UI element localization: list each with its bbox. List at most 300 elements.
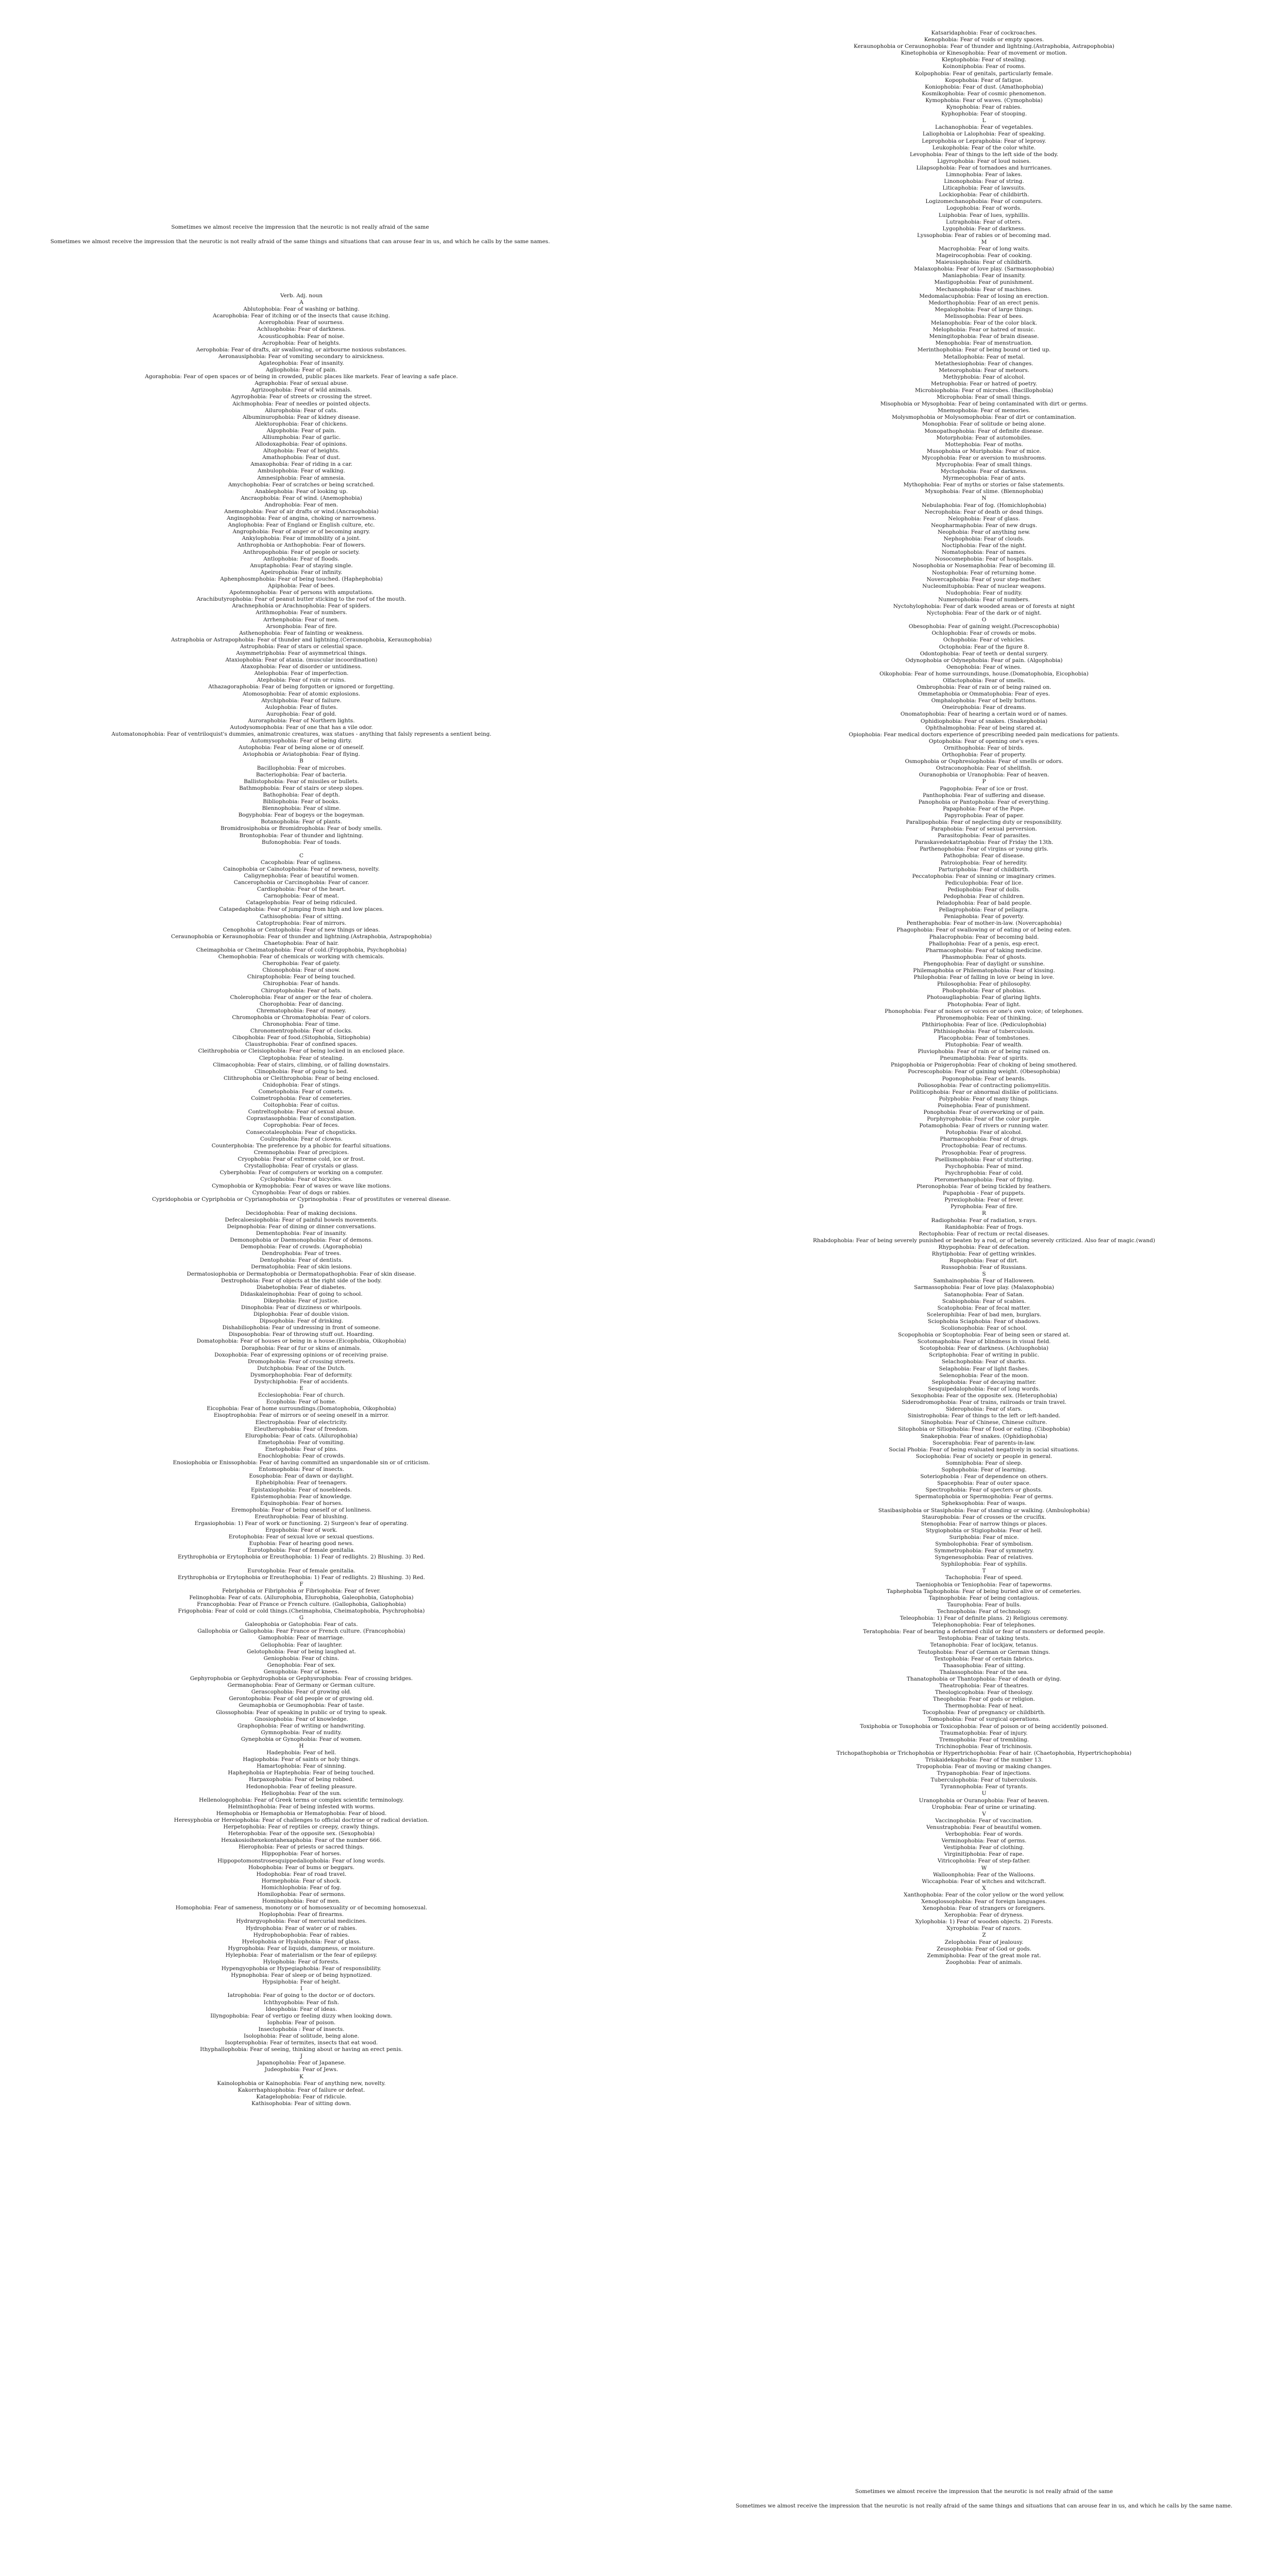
phobia-entry: Ophthalmophobia: Fear of being stared at. (925, 724, 1043, 731)
phobia-entry: Thermophobia: Fear of heat. (944, 1703, 1024, 1709)
phobia-entry: Textophobia: Fear of certain fabrics. (934, 1655, 1034, 1662)
phobia-entry: Eosophobia: Fear of dawn or daylight. (249, 1473, 354, 1480)
phobia-entry: Anthrophobia or Anthophobia: Fear of flowers. (237, 542, 366, 549)
phobia-entry: Dentophobia: Fear of dentists. (260, 1257, 343, 1264)
phobia-entry: Carnophobia: Fear of meat. (263, 893, 340, 900)
phobia-entry: Lachanophobia: Fear of vegetables. (935, 124, 1033, 131)
phobia-entry: Haphephobia or Haptephobia: Fear of being touched. (228, 1770, 375, 1776)
phobia-entry: Scolionophobia: Fear of school. (941, 1325, 1027, 1331)
phobia-entry: Bibliophobia: Fear of books. (263, 799, 340, 805)
phobia-entry: Somniphobia: Fear of sleep. (945, 1460, 1023, 1466)
phobia-entry: Aviophobia or Aviatophobia: Fear of flying. (243, 751, 360, 758)
phobia-entry: Phobophobia: Fear of phobias. (942, 988, 1026, 994)
phobia-entry: Rhytiphobia: Fear of getting wrinkles. (931, 1250, 1037, 1257)
phobia-entry: Acrophobia: Fear of heights. (262, 340, 341, 346)
phobia-entry: Microbiophobia: Fear of microbes. (Bacillophobia) (915, 387, 1053, 394)
section-letter: D (299, 1203, 304, 1210)
phobia-entry: Bacillophobia: Fear of microbes. (257, 765, 346, 771)
phobia-entry: Pellagrophobia: Fear of pellagra. (939, 907, 1029, 913)
phobia-entry: Acarophobia: Fear of itching or of the insects that cause itching. (213, 313, 390, 319)
phobia-entry: Chronomentrophobia: Fear of clocks. (250, 1028, 353, 1035)
phobia-entry: Aurophobia: Fear of gold. (266, 710, 337, 717)
phobia-entry: Coitophobia: Fear of coitus. (263, 1102, 340, 1109)
phobia-entry: Myrmecophobia: Fear of ants. (942, 475, 1026, 482)
phobia-entry: Hydrophobophobia: Fear of rabies. (253, 1931, 350, 1938)
phobia-entry: Proctophobia: Fear of rectums. (941, 1143, 1027, 1149)
phobia-entry: Tachophobia: Fear of speed. (945, 1574, 1023, 1581)
phobia-entry: Peniaphobia: Fear of poverty. (944, 913, 1024, 920)
phobia-entry: Chaetophobia: Fear of hair. (264, 940, 339, 946)
phobia-entry: Consecotaleophobia: Fear of chopsticks. (246, 1129, 357, 1136)
phobia-entry: Cypridophobia or Cypriphobia or Cyprianophobia or Cyprinophobia : Fear of prostitutes or venereal disease. (152, 1196, 451, 1203)
phobia-entry: Octophobia: Fear of the figure 8. (939, 643, 1029, 650)
phobia-entry: Selenophobia: Fear of the moon. (939, 1372, 1029, 1379)
phobia-entry: Sexophobia: Fear of the opposite sex. (Heterophobia) (910, 1392, 1058, 1399)
phobia-entry: Rhypophobia: Fear of defecation. (938, 1244, 1030, 1250)
phobia-entry: Snakephobia: Fear of snakes. (Ophidiophobia) (920, 1433, 1048, 1439)
phobia-entry: Astraphobia or Astrapophobia: Fear of thunder and lightning.(Ceraunophobia, Keraunophobia) (171, 636, 432, 643)
phobia-entry: Odontophobia: Fear of teeth or dental surgery. (920, 650, 1048, 657)
phobia-entry: Ophidiophobia: Fear of snakes. (Snakephobia) (920, 718, 1048, 724)
phobia-entry: Eurotophobia: Fear of female genitalia. (247, 1567, 355, 1574)
phobia-entry: Pupaphobia - Fear of puppets. (942, 1190, 1026, 1197)
phobia-entry: Glossophobia: Fear of speaking in public or of trying to speak. (216, 1709, 387, 1716)
phobia-entry: Ochophobia: Fear of vehicles. (943, 637, 1025, 643)
phobia-entry: Nomatophobia: Fear of names. (941, 549, 1027, 556)
phobia-entry: Defecaloesiophobia: Fear of painful bowels movements. (225, 1216, 378, 1223)
phobia-entry: Poinephobia: Fear of punishment. (938, 1102, 1030, 1109)
phobia-entry: Oenophobia: Fear of wines. (946, 664, 1022, 670)
phobia-entry: Symbolophobia: Fear of symbolism. (935, 1541, 1033, 1547)
phobia-entry: Kymophobia: Fear of waves. (Cymophobia) (925, 97, 1043, 104)
phobia-entry: Gerascophobia: Fear of growing old. (251, 1689, 352, 1696)
phobia-entry: Enosiophobia or Enissophobia: Fear of having committed an unpardonable sin or of criticism. (173, 1460, 430, 1466)
phobia-entry: Myctophobia: Fear of darkness. (940, 468, 1028, 475)
phobia-entry: Hylephobia: Fear of materialism or the fear of epilepsy. (225, 1952, 378, 1958)
phobia-entry: Virginitiphobia: Fear of rape. (944, 1851, 1024, 1858)
phobia-entry: Athazagoraphobia: Fear of being forgotten or ignored or forgetting. (208, 684, 395, 690)
phobia-entry: Melanophobia: Fear of the color black. (930, 320, 1038, 327)
phobia-entry: Eurotophobia: Fear of female genitalia. (247, 1547, 355, 1554)
phobia-entry: Logizomechanophobia: Fear of computers. (925, 198, 1043, 205)
section-letter: I (300, 1986, 303, 1992)
phobia-entry: Isolophobia: Fear of solitude, being alone. (243, 2033, 360, 2039)
phobia-entry: Metallophobia: Fear of metal. (943, 353, 1025, 360)
phobia-entry: Ephebiphobia: Fear of teenagers. (256, 1480, 347, 1486)
phobia-entry: Thanatophobia or Thantophobia: Fear of death or dying. (906, 1675, 1062, 1682)
phobia-entry: Melophobia: Fear or hatred of music. (933, 327, 1036, 333)
phobia-entry: Albuminurophobia: Fear of kidney disease. (242, 414, 361, 420)
phobia-entry: Psychrophobia: Fear of cold. (945, 1170, 1023, 1176)
phobia-entry: Potophobia: Fear of alcohol. (945, 1129, 1023, 1136)
phobia-entry: Hierophobia: Fear of priests or sacred things. (239, 1844, 364, 1851)
phobia-entry: Acousticophobia: Fear of noise. (258, 333, 345, 340)
phobia-entry: Claustrophobia: Fear of confined spaces. (245, 1041, 358, 1048)
section-letter: L (982, 117, 986, 124)
intro-block (0, 224, 600, 253)
phobia-entry: Malaxophobia: Fear of love play. (Sarmassophobia) (914, 266, 1054, 273)
phobia-entry: Monophobia: Fear of solitude or being alone. (922, 421, 1046, 428)
section-letter: E (299, 1385, 303, 1392)
phobia-entry: Philophobia: Fear of falling in love or being in love. (913, 974, 1055, 981)
phobia-entry: Megalophobia: Fear of large things. (935, 306, 1033, 313)
phobia-entry: Anemophobia: Fear of air drafts or wind.(Ancraophobia) (224, 509, 379, 515)
phobia-entry: Pyrexiophobia: Fear of fever. (944, 1197, 1024, 1204)
phobia-entry: Testophobia: Fear of taking tests. (938, 1635, 1030, 1642)
phobia-entry: Maieusiophobia: Fear of childbirth. (935, 259, 1033, 266)
phobia-entry: Phagophobia: Fear of swallowing or of eating or of being eaten. (896, 927, 1072, 934)
phobia-entry: Climacophobia: Fear of stairs, climbing, or of falling downstairs. (213, 1061, 390, 1068)
phobia-entry: Sarmassophobia: Fear of love play. (Malaxophobia) (914, 1284, 1054, 1291)
phobia-entry: Menophobia: Fear of menstruation. (935, 340, 1033, 347)
phobia-entry: Crystallophobia: Fear of crystals or glass. (244, 1163, 359, 1169)
phobia-entry: Mechanophobia: Fear of machines. (936, 286, 1032, 293)
phobia-entry: Agyrophobia: Fear of streets or crossing the street. (231, 394, 372, 400)
phobia-list-left (57, 293, 546, 2107)
phobia-entry: Tocophobia: Fear of pregnancy or childbirth. (922, 1709, 1046, 1716)
phobia-entry: Novercaphobia: Fear of your step-mother. (926, 576, 1042, 583)
phobia-entry: Myxophobia: Fear of slime. (Blennophobia) (925, 488, 1043, 495)
phobia-entry: Tapinophobia: Fear of being contagious. (928, 1595, 1040, 1601)
phobia-entry: Osmophobia or Osphresiophobia: Fear of smells or odors. (905, 758, 1063, 765)
phobia-entry: Scelerophibia: Fear of bad men, burglars. (926, 1311, 1042, 1318)
phobia-entry: Katsaridaphobia: Fear of cockroaches. (931, 30, 1037, 36)
phobia-entry: Psychophobia: Fear of mind. (945, 1163, 1023, 1170)
phobia-entry: Levophobia: Fear of things to the left side of the body. (909, 151, 1059, 158)
phobia-entry: Catapedaphobia: Fear of jumping from high and low places. (219, 906, 384, 913)
phobia-entry: Coprastasophobia: Fear of constipation. (246, 1115, 357, 1122)
phobia-entry: Telephonophobia: Fear of telephones. (932, 1622, 1036, 1629)
phobia-entry: Cainophobia or Cainotophobia: Fear of newness, novelty. (223, 866, 380, 872)
phobia-entry: Mottephobia: Fear of moths. (945, 441, 1023, 448)
phobia-entry: Coulrophobia: Fear of clowns. (260, 1136, 343, 1142)
phobia-entry: Triskaidekaphobia: Fear of the number 13. (925, 1757, 1043, 1763)
phobia-entry: Atephobia: Fear of ruin or ruins. (257, 677, 346, 684)
phobia-entry: Hygrophobia: Fear of liquids, dampness, or moisture. (228, 1945, 375, 1952)
phobia-entry: Cryophobia: Fear of extreme cold, ice or frost. (238, 1156, 365, 1162)
phobia-entry: Dystychiphobia: Fear of accidents. (253, 1379, 349, 1385)
phobia-entry: Cometophobia: Fear of comets. (258, 1088, 345, 1095)
phobia-entry: Frigophobia: Fear of cold or cold things.(Cheimaphobia, Cheimatophobia, Psychrophobia) (178, 1608, 425, 1615)
phobia-entry: Pyrophobia: Fear of fire. (950, 1204, 1018, 1210)
phobia-entry: Altophobia: Fear of heights. (263, 448, 340, 454)
phobia-entry: Venustraphobia: Fear of beautiful women. (926, 1824, 1042, 1831)
phobia-entry: Suriphobia: Fear of mice. (949, 1534, 1019, 1540)
phobia-entry: Peccatophobia: Fear of sinning or imaginary crimes. (912, 873, 1056, 879)
phobia-entry: Hydrargyophobia: Fear of mercurial medicines. (236, 1918, 367, 1925)
phobia-entry: Taurophobia: Fear of bulls. (947, 1601, 1021, 1608)
phobia-entry: Gynephobia or Gynophobia: Fear of women. (241, 1736, 362, 1742)
phobia-entry: Tyrannophobia: Fear of tyrants. (940, 1784, 1028, 1790)
phobia-entry: Ecophobia: Fear of home. (266, 1399, 337, 1405)
phobia-entry: Geumaphobia or Geumophobia: Fear of taste. (239, 1702, 364, 1709)
phobia-entry: Ceraunophobia or Keraunophobia: Fear of thunder and lightning.(Astraphobia, Astrapophobia) (171, 933, 432, 940)
phobia-entry: Phengophobia: Fear of daylight or sunshine. (923, 960, 1045, 967)
phobia-entry: Arithmophobia: Fear of numbers. (256, 609, 347, 616)
phobia-entry: Theophobia: Fear of gods or religion. (933, 1696, 1036, 1703)
phobia-entry: Vestiphobia: Fear of clothing. (943, 1844, 1025, 1851)
phobia-entry: Hodophobia: Fear of road travel. (256, 1871, 347, 1877)
phobia-entry: Misophobia or Mysophobia: Fear of being contaminated with dirt or germs. (880, 401, 1088, 408)
phobia-entry: Kakorrhaphiophobia: Fear of failure or defeat. (238, 2087, 365, 2093)
phobia-entry: Verbophobia: Fear of words. (945, 1831, 1023, 1838)
phobia-entry: Pathophobia: Fear of disease. (943, 853, 1025, 859)
phobia-entry: Optophobia: Fear of opening one's eyes. (928, 738, 1040, 744)
section-letter: J (300, 2053, 303, 2060)
phobia-entry: Soteriophobia : Fear of dependence on others. (920, 1473, 1048, 1480)
phobia-entry: Cacophobia: Fear of ugliness. (261, 859, 342, 866)
phobia-entry: Japanophobia: Fear of Japanese. (257, 2060, 346, 2066)
phobia-entry: Russophobia: Fear of Russians. (941, 1264, 1027, 1271)
phobia-entry: Helminthophobia: Fear of being infested with worms. (228, 1803, 375, 1810)
phobia-entry: Phalacrophobia: Fear of becoming bald. (929, 934, 1039, 940)
phobia-entry: Dermatosiophobia or Dermatophobia or Dermatopathophobia: Fear of skin disease. (187, 1270, 416, 1277)
phobia-entry: Soceraphobia: Fear of parents-in-law. (933, 1439, 1036, 1446)
phobia-entry: Hamartophobia: Fear of sinning. (257, 1763, 346, 1770)
phobia-entry: Dipsophobia: Fear of drinking. (259, 1318, 344, 1325)
phobia-entry: Linonophobia: Fear of string. (944, 178, 1024, 185)
phobia-entry: Aeronausiphobia: Fear of vomiting secondary to airsickness. (218, 353, 385, 360)
phobia-entry: Macrophobia: Fear of long waits. (938, 246, 1030, 252)
phobia-entry: Diabetophobia: Fear of diabetes. (256, 1284, 347, 1291)
phobia-entry: Equinophobia: Fear of horses. (260, 1500, 343, 1506)
phobia-entry: Tremophobia: Fear of trembling. (939, 1736, 1029, 1743)
phobia-entry: Katagelophobia: Fear of ridicule. (256, 2093, 347, 2100)
phobia-entry: Orthophobia: Fear of property. (942, 752, 1026, 758)
phobia-entry: Chiroptophobia: Fear of bats. (261, 987, 342, 994)
phobia-entry: Ergasiophobia: 1) Fear of work or functioning. 2) Surgeon's fear of operating. (194, 1520, 409, 1527)
phobia-entry: Agoraphobia: Fear of open spaces or of being in crowded, public places like markets. Fear of leaving a safe place. (145, 374, 458, 380)
phobia-entry: Harpaxophobia: Fear of being robbed. (249, 1776, 354, 1783)
phobia-entry: Erythrophobia or Erytophobia or Ereuthophobia: 1) Fear of redlights. 2) Blushing. 3) Red. (178, 1574, 425, 1581)
phobia-entry: Sesquipedalophobia: Fear of long words. (928, 1385, 1040, 1392)
phobia-entry: Siderodromophobia: Fear of trains, railroads or train travel. (902, 1399, 1066, 1406)
phobia-entry: Social Phobia: Fear of being evaluated negatively in social situations. (889, 1446, 1079, 1453)
phobia-entry: Poliosophobia: Fear of contracting poliomyelitis. (918, 1082, 1050, 1089)
spacer (57, 1561, 546, 1568)
phobia-entry: Pediculophobia: Fear of lice. (945, 879, 1023, 886)
phobia-entry: Kathisophobia: Fear of sitting down. (251, 2100, 351, 2107)
phobia-entry: Oneirophobia: Fear of dreams. (942, 704, 1026, 711)
phobia-entry: Decidophobia: Fear of making decisions. (245, 1210, 358, 1216)
phobia-entry: Pharmacophobia: Fear of taking medicine. (925, 947, 1043, 954)
phobia-entry: Pteronophobia: Fear of being tickled by feathers. (917, 1183, 1052, 1190)
section-letter: C (299, 852, 304, 859)
phobia-entry: Siderophobia: Fear of stars. (945, 1406, 1023, 1413)
phobia-entry: Cynophobia: Fear of dogs or rabies. (252, 1190, 351, 1196)
phobia-entry: Porphyrophobia: Fear of the color purple. (927, 1116, 1041, 1123)
phobia-entry: Technophobia: Fear of technology. (937, 1608, 1031, 1615)
phobia-entry: Molysmophobia or Molysomophobia: Fear of dirt or contamination. (892, 414, 1076, 421)
phobia-entry: Amychophobia: Fear of scratches or being scratched. (228, 481, 375, 488)
phobia-entry: Angrophobia: Fear of anger or of becoming angry. (232, 529, 370, 535)
phobia-entry: Uranophobia or Ouranophobia: Fear of heaven. (919, 1797, 1049, 1804)
phobia-entry: Autophobia: Fear of being alone or of oneself. (239, 744, 364, 751)
phobia-entry: Trypanophobia: Fear of injections. (937, 1770, 1031, 1777)
phobia-entry: Chromophobia or Chromatophobia: Fear of colors. (232, 1014, 371, 1021)
phobia-entry: Emetophobia: Fear of vomiting. (258, 1439, 345, 1446)
phobia-entry: Catoptrophobia: Fear of mirrors. (256, 920, 347, 926)
phobia-entry: Hagiophobia: Fear of saints or holy things. (243, 1756, 360, 1763)
phobia-entry: Astrophobia: Fear of stars or celestial space. (240, 643, 363, 650)
phobia-entry: Onomatophobia: Fear of hearing a certain word or of names. (900, 711, 1068, 718)
phobia-entry: Coprophobia: Fear of feces. (263, 1122, 340, 1129)
section-letter: N (981, 495, 987, 502)
phobia-entry: Pteromerhanophobia: Fear of flying. (934, 1176, 1034, 1183)
phobia-entry: Agateophobia: Fear of insanity. (259, 360, 344, 366)
phobia-entry: Contreltophobia: Fear of sexual abuse. (248, 1109, 355, 1115)
phobia-entry: Tomophobia: Fear of surgical operations. (927, 1716, 1041, 1723)
phobia-entry: Phthiriophobia: Fear of lice. (Pediculophobia) (921, 1021, 1046, 1028)
phobia-entry: Blennophobia: Fear of slime. (262, 805, 341, 812)
phobia-entry: Spermatophobia or Spermophobia: Fear of germs. (914, 1494, 1054, 1500)
phobia-entry: Keraunophobia or Ceraunophobia: Fear of thunder and lightning.(Astraphobia, Astrapophobia) (854, 43, 1114, 50)
phobia-entry: Aerophobia: Fear of drafts, air swallowing, or airbourne noxious substances. (196, 346, 407, 353)
phobia-entry: Sitophobia or Sitiophobia: Fear of food or eating. (Cibophobia) (897, 1426, 1071, 1433)
phobia-entry: Motorphobia: Fear of automobiles. (936, 434, 1032, 441)
phobia-entry: Dikephobia: Fear of justice. (263, 1297, 340, 1304)
phobia-entry: Geniophobia: Fear of chins. (263, 1655, 340, 1662)
phobia-entry: Illyngophobia: Fear of vertigo or feeling dizzy when looking down. (210, 2012, 393, 2019)
phobia-entry: Hypnophobia: Fear of sleep or of being hypnotized. (231, 1972, 372, 1979)
phobia-entry: Sociophobia: Fear of society or people in general. (916, 1453, 1053, 1460)
phobia-entry: Samhainophobia: Fear of Halloween. (933, 1278, 1035, 1284)
phobia-entry: Euphobia: Fear of hearing good news. (249, 1540, 354, 1547)
phobia-entry: Paralipophobia: Fear of neglecting duty or responsibility. (906, 819, 1062, 825)
phobia-entry: Chrematophobia: Fear of money. (256, 1007, 347, 1014)
phobia-entry: Selaphobia: Fear of light flashes. (939, 1365, 1029, 1372)
intro-short: Sometimes we almost receive the impression that the neurotic is not really afraid of the same (171, 224, 429, 230)
phobia-entry: Radiophobia: Fear of radiation, x-rays. (931, 1217, 1037, 1224)
phobia-entry: Bathophobia: Fear of depth. (263, 791, 340, 798)
phobia-entry: Tropophobia: Fear of moving or making changes. (916, 1764, 1052, 1770)
phobia-entry: Dishabiliophobia: Fear of undressing in front of someone. (222, 1325, 381, 1331)
phobia-entry: Ergophobia: Fear of work. (265, 1527, 337, 1534)
phobia-entry: Spectrophobia: Fear of specters or ghosts. (925, 1487, 1043, 1494)
phobia-entry: Lyssophobia: Fear of rabies or of becoming mad. (917, 232, 1051, 239)
phobia-entry: Hypsiphobia: Fear of height. (262, 1979, 341, 1986)
phobia-entry: Coimetrophobia: Fear of cemeteries. (251, 1095, 352, 1102)
phobia-entry: Hellenologophobia: Fear of Greek terms or complex scientific terminology. (199, 1797, 404, 1803)
phobia-entry: Enochlophobia: Fear of crowds. (258, 1453, 345, 1460)
phobia-entry: Taeniophobia or Teniophobia: Fear of tapeworms. (916, 1581, 1053, 1588)
outro-block (680, 2488, 1288, 2517)
phobia-entry: Hobophobia: Fear of bums or beggars. (248, 1864, 354, 1871)
phobia-entry: Philemaphobia or Philematophobia: Fear of kissing. (913, 968, 1055, 974)
phobia-entry: Demonophobia or Daemonophobia: Fear of demons. (230, 1237, 373, 1244)
phobia-entry: Ponophobia: Fear of overworking or of pain. (923, 1109, 1045, 1115)
phobia-entry: Cleptophobia: Fear of stealing. (259, 1055, 344, 1061)
phobia-entry: Tuberculophobia: Fear of tuberculosis. (930, 1777, 1038, 1784)
phobia-entry: Stasibasiphobia or Stasiphobia: Fear of standing or walking. (Ambulophobia) (878, 1507, 1090, 1514)
phobia-entry: Dextrophobia: Fear of objects at the right side of the body. (221, 1277, 382, 1284)
phobia-entry: Scotomaphobia: Fear of blindness in visual field. (917, 1338, 1051, 1345)
phobia-entry: Parturiphobia: Fear of childbirth. (938, 866, 1030, 873)
phobia-entry: Cholerophobia: Fear of anger or the fear of cholera. (230, 994, 373, 1001)
phobia-entry: Hadephobia: Fear of hell. (266, 1750, 336, 1756)
phobia-entry: Theologicophobia: Fear of theology. (935, 1689, 1033, 1696)
phobia-entry: Anuptaphobia: Fear of staying single. (250, 562, 353, 569)
phobia-entry: Dermatophobia: Fear of skin lesions. (251, 1264, 352, 1270)
phobia-entry: Agrizoophobia: Fear of wild animals. (251, 387, 352, 394)
phobia-entry: Hypengyophobia or Hypegiaphobia: Fear of responsibility. (221, 1965, 382, 1972)
phobia-entry: Taphephobia Taphophobia: Fear of being buried alive or of cemeteries. (887, 1588, 1081, 1595)
phobia-entry: Bogyphobia: Fear of bogeys or the bogeyman. (238, 812, 365, 819)
phobia-entry: Spheksophobia: Fear of wasps. (941, 1500, 1027, 1507)
phobia-entry: Merinthophobia: Fear of being bound or tied up. (917, 347, 1051, 353)
phobia-entry: Neopharmaphobia: Fear of new drugs. (930, 522, 1038, 529)
phobia-entry: Sciophobia Sciaphobia: Fear of shadows. (927, 1318, 1041, 1325)
phobia-entry: Methyphobia: Fear of alcohol. (943, 374, 1025, 380)
phobia-entry: Maniaphobia: Fear of insanity. (942, 273, 1026, 279)
phobia-entry: Genuphobia: Fear of knees. (263, 1668, 340, 1675)
phobia-entry: Hormephobia: Fear of shock. (261, 1877, 342, 1884)
phobia-entry: Zelophobia: Fear of jealousy. (944, 1939, 1024, 1945)
section-letter: O (981, 617, 987, 623)
phobia-entry: Verminophobia: Fear of germs. (941, 1838, 1027, 1844)
phobia-entry: Apotemnophobia: Fear of persons with amputations. (229, 589, 374, 596)
phobia-entry: Erythrophobia or Erytophobia or Ereuthophobia: 1) Fear of redlights. 2) Blushing. 3) Red. (178, 1554, 425, 1561)
phobia-entry: Ligyrophobia: Fear of loud noises. (937, 158, 1031, 164)
phobia-entry: Nosophobia or Nosemaphobia: Fear of becoming ill. (912, 563, 1056, 569)
phobia-entry: Ommetaphobia or Ommatophobia: Fear of eyes. (918, 691, 1050, 698)
phobia-entry: Pnigophobia or Pnigerophobia: Fear of choking of being smothered. (890, 1062, 1078, 1069)
phobia-entry: Antlophobia: Fear of floods. (263, 555, 340, 562)
phobia-entry: Cherophobia: Fear of gaiety. (262, 960, 341, 967)
phobia-entry: Anglophobia: Fear of England or English culture, etc. (228, 522, 375, 529)
phobia-entry: Musophobia or Muriphobia: Fear of mice. (926, 448, 1042, 454)
phobia-entry: Judeophobia: Fear of Jews. (264, 2066, 338, 2073)
phobia-entry: Acerophobia: Fear of sourness. (259, 319, 344, 326)
phobia-entry: Ataxiophobia: Fear of ataxia. (muscular incoordination) (225, 657, 378, 664)
phobia-entry: Cymophobia or Kymophobia: Fear of waves or wave like motions. (212, 1183, 391, 1190)
phobia-entry: Syphilophobia: Fear of syphilis. (941, 1561, 1027, 1568)
phobia-entry: Lutraphobia: Fear of otters. (945, 218, 1023, 225)
phobia-entry: Francophobia: Fear of France or French culture. (Gallophobia, Galiophobia) (197, 1601, 406, 1607)
phobia-entry: Catagelophobia: Fear of being ridiculed. (246, 900, 357, 906)
phobia-entry: Hylophobia: Fear of forests. (263, 1958, 340, 1965)
phobia-entry: Photophobia: Fear of light. (947, 1001, 1021, 1008)
phobia-entry: Automatonophobia: Fear of ventriloquist's dummies, animatronic creatures, wax statues - anything that falsly represents a sentient being. (111, 731, 492, 738)
phobia-entry: Ochlophobia: Fear of crowds or mobs. (931, 630, 1037, 637)
phobia-entry: Atomosophobia: Fear of atomic explosions. (242, 690, 361, 697)
phobia-entry: Autodysomophobia: Fear of one that has a vile odor. (230, 724, 373, 731)
phobia-entry: Paraphobia: Fear of sexual perversion. (931, 826, 1037, 833)
section-letter: S (982, 1271, 986, 1278)
phobia-entry: Chorophobia: Fear of dancing. (259, 1001, 344, 1007)
phobia-entry: Metrophobia: Fear or hatred of poetry. (930, 380, 1038, 387)
phobia-entry: Medomalacuphobia: Fear of losing an erection. (919, 293, 1049, 299)
phobia-entry: Chirophobia: Fear of hands. (263, 980, 340, 987)
phobia-entry: Gephyrophobia or Gephydrophobia or Gephysrophobia: Fear of crossing bridges. (190, 1675, 413, 1682)
phobia-entry: Cyberphobia: Fear of computers or working on a computer. (219, 1170, 383, 1176)
phobia-entry: Dendrophobia: Fear of trees. (262, 1250, 341, 1257)
phobia-entry: Agliophobia: Fear of pain. (266, 367, 337, 374)
phobia-entry: Scriptophobia: Fear of writing in public. (928, 1352, 1040, 1359)
phobia-entry: Bromidrosiphobia or Bromidrophobia: Fear of body smells. (221, 825, 382, 832)
phobia-entry: Aphenphosmphobia: Fear of being touched. (Haphephobia) (220, 575, 383, 582)
phobia-entry: Homilophobia: Fear of sermons. (257, 1891, 346, 1898)
phobia-entry: Teratophobia: Fear of bearing a deformed child or fear of monsters or deformed people. (863, 1629, 1105, 1635)
section-letter: R (982, 1210, 986, 1217)
phobia-entry: Atychiphobia: Fear of failure. (261, 697, 342, 704)
phobia-entry: Alektorophobia: Fear of chickens. (255, 420, 348, 427)
phobia-entry: Laliophobia or Lalophobia: Fear of speaking. (922, 131, 1046, 138)
phobia-entry: Syngenesophobia: Fear of relatives. (935, 1554, 1033, 1561)
phobia-entry: Achluophobia: Fear of darkness. (257, 326, 346, 333)
phobia-entry: Doraphobia: Fear of fur or skins of animals. (241, 1345, 362, 1351)
phobia-entry: Disposophobia: Fear of throwing stuff out. Hoarding. (228, 1331, 375, 1338)
